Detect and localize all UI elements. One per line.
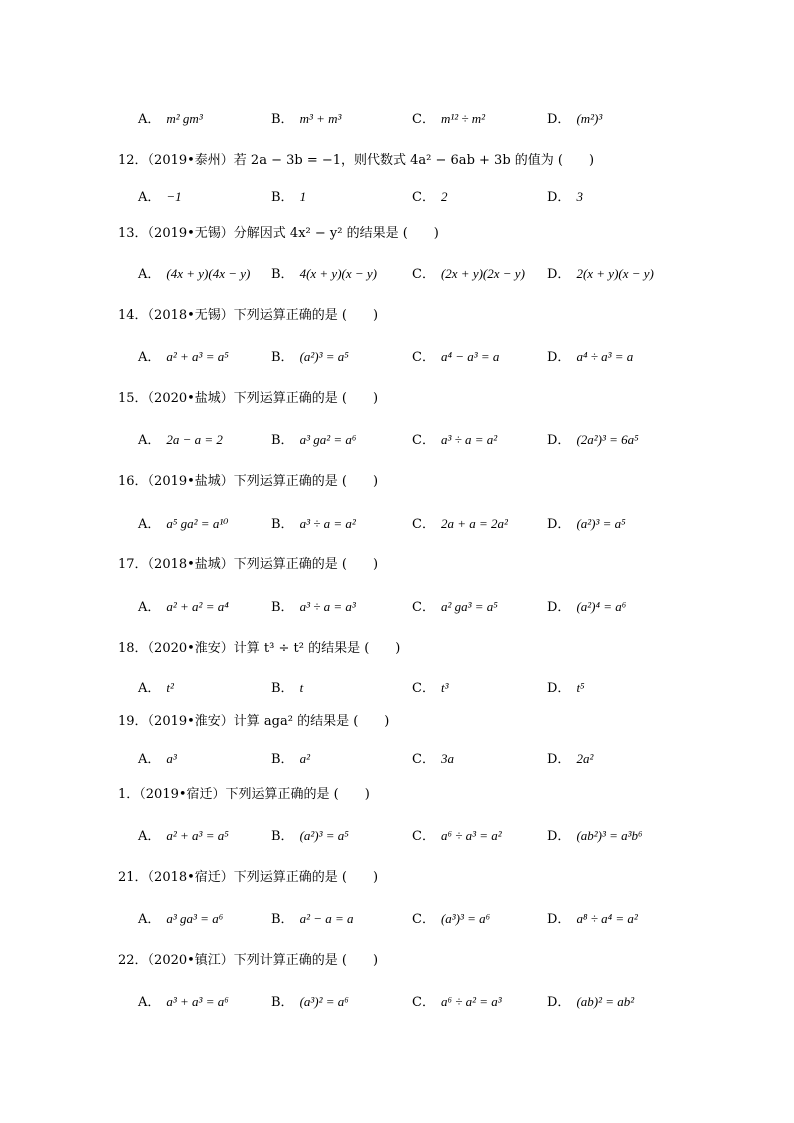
option-letter: D． (547, 752, 571, 767)
option-expression: a⁸ ÷ a⁴ = a² (576, 911, 638, 926)
option-expression: a⁶ ÷ a³ = a² (440, 828, 502, 843)
option-letter: C． (412, 433, 435, 448)
option-letter: A． (138, 190, 161, 205)
answer-option (412, 993, 502, 1012)
question-stem: 16．（2019•盐城）下列运算正确的是 ( ) (118, 474, 379, 489)
option-expression: 2a − a = 2 (166, 432, 223, 447)
option-letter: B． (271, 190, 294, 205)
option-expression: (a²)³ = a⁵ (576, 516, 626, 531)
answer-option (138, 110, 203, 129)
answer-option (271, 750, 310, 769)
option-letter: C． (412, 681, 435, 696)
option-expression: a³ ga² = a⁶ (299, 432, 357, 447)
option-letter: D． (547, 995, 571, 1010)
answer-option (412, 110, 485, 129)
option-expression: a² + a³ = a⁵ (166, 828, 229, 843)
option-letter: D． (547, 912, 571, 927)
option-expression: m³ + m³ (299, 111, 342, 126)
option-expression: (ab²)³ = a³b⁶ (576, 828, 643, 843)
option-letter: D． (547, 350, 571, 365)
option-expression: (a³)² = a⁶ (299, 994, 349, 1009)
answer-option (547, 750, 593, 769)
option-letter: B． (271, 681, 294, 696)
answer-option (547, 110, 602, 129)
option-expression: (a³)³ = a⁶ (440, 911, 491, 926)
option-expression: a² + a³ = a⁵ (166, 349, 229, 364)
answer-option (547, 188, 583, 207)
option-expression: (a²)³ = a⁵ (299, 828, 349, 843)
answer-option (271, 679, 303, 698)
answer-option (271, 110, 341, 129)
option-expression: t² (166, 680, 174, 695)
answer-option (412, 188, 447, 207)
answer-option (138, 348, 229, 367)
option-letter: A． (138, 350, 161, 365)
answer-option (138, 750, 177, 769)
option-expression: a⁶ ÷ a² = a³ (440, 994, 502, 1009)
option-letter: B． (271, 517, 294, 532)
option-letter: D． (547, 600, 571, 615)
answer-option (138, 679, 174, 698)
option-expression: (2a²)³ = 6a⁵ (576, 432, 639, 447)
option-letter: B． (271, 912, 294, 927)
option-expression: 1 (299, 189, 307, 204)
option-expression: a³ + a³ = a⁶ (166, 994, 229, 1009)
option-expression: t⁵ (576, 680, 585, 695)
option-expression: m¹² ÷ m² (440, 111, 486, 126)
option-letter: D． (547, 190, 571, 205)
option-expression: t (299, 680, 304, 695)
option-expression: a² (299, 751, 310, 766)
question-stem: 1．（2019•宿迁）下列运算正确的是 ( ) (118, 787, 370, 802)
option-expression: (m²)³ (576, 111, 603, 126)
option-letter: C． (412, 752, 435, 767)
option-expression: 3 (576, 189, 583, 204)
option-letter: A． (138, 912, 161, 927)
option-expression: a⁴ ÷ a³ = a (576, 349, 634, 364)
question-stem: 21．（2018•宿迁）下列运算正确的是 ( ) (118, 870, 379, 885)
option-expression: a² + a² = a⁴ (166, 599, 229, 614)
option-expression: 2(x + y)(x − y) (576, 266, 654, 281)
question-stem: 14．（2018•无锡）下列运算正确的是 ( ) (118, 308, 379, 323)
option-letter: B． (271, 350, 294, 365)
option-letter: A． (138, 600, 161, 615)
answer-option (138, 993, 229, 1012)
question-stem: 18．（2020•淮安）计算 t³ ÷ t² 的结果是 ( ) (118, 641, 401, 656)
answer-option (271, 431, 356, 450)
answer-option (412, 598, 498, 617)
option-letter: D． (547, 517, 571, 532)
option-letter: C． (412, 912, 435, 927)
option-letter: C． (412, 190, 435, 205)
option-letter: A． (138, 752, 161, 767)
option-letter: B． (271, 433, 294, 448)
option-letter: D． (547, 112, 571, 127)
option-letter: C． (412, 829, 435, 844)
answer-option (412, 750, 454, 769)
option-letter: B． (271, 752, 294, 767)
option-letter: D． (547, 267, 571, 282)
answer-option (138, 188, 182, 207)
option-expression: (a²)⁴ = a⁶ (576, 599, 627, 614)
option-letter: D． (547, 681, 571, 696)
option-letter: C． (412, 600, 435, 615)
answer-option (271, 188, 306, 207)
option-letter: A． (138, 433, 161, 448)
option-letter: A． (138, 267, 161, 282)
option-letter: C． (412, 350, 435, 365)
option-expression: (4x + y)(4x − y) (166, 266, 251, 281)
answer-option (138, 910, 223, 929)
option-letter: B． (271, 995, 294, 1010)
answer-option (547, 679, 585, 698)
answer-option (547, 515, 626, 534)
option-letter: A． (138, 112, 161, 127)
option-expression: (2x + y)(2x − y) (440, 266, 525, 281)
answer-option (271, 348, 349, 367)
question-stem: 22．（2020•镇江）下列计算正确的是 ( ) (118, 953, 379, 968)
answer-option (412, 910, 490, 929)
answer-option (138, 827, 229, 846)
question-stem: 15．（2020•盐城）下列运算正确的是 ( ) (118, 391, 379, 406)
answer-option (138, 431, 223, 450)
answer-option (412, 679, 448, 698)
option-expression: a³ ga³ = a⁶ (166, 911, 224, 926)
option-expression: a³ ÷ a = a³ (299, 599, 356, 614)
option-expression: a³ ÷ a = a² (299, 516, 356, 531)
answer-option (547, 431, 639, 450)
answer-option (138, 515, 228, 534)
option-letter: A． (138, 681, 161, 696)
answer-option (271, 993, 349, 1012)
option-letter: C． (412, 267, 435, 282)
option-expression: a² − a = a (299, 911, 354, 926)
option-letter: B． (271, 829, 294, 844)
option-letter: D． (547, 829, 571, 844)
option-expression: a² ga³ = a⁵ (440, 599, 498, 614)
answer-option (412, 265, 525, 284)
option-letter: D． (547, 433, 571, 448)
option-expression: a⁵ ga² = a¹⁰ (166, 516, 229, 531)
option-letter: B． (271, 600, 294, 615)
answer-option (412, 827, 502, 846)
option-expression: t³ (440, 680, 449, 695)
option-expression: (ab)² = ab² (576, 994, 635, 1009)
option-expression: (a²)³ = a⁵ (299, 349, 349, 364)
option-expression: a³ (166, 751, 177, 766)
answer-option (271, 598, 356, 617)
option-letter: A． (138, 829, 161, 844)
answer-option (547, 598, 626, 617)
option-expression: 2a² (576, 751, 594, 766)
option-letter: A． (138, 995, 161, 1010)
option-expression: m² gm³ (166, 111, 203, 126)
answer-option (271, 265, 377, 284)
question-stem: 17．（2018•盐城）下列运算正确的是 ( ) (118, 557, 379, 572)
answer-option (138, 598, 229, 617)
answer-option (271, 515, 356, 534)
answer-option (412, 515, 508, 534)
option-letter: C． (412, 995, 435, 1010)
option-letter: A． (138, 517, 161, 532)
option-expression: 2a + a = 2a² (440, 516, 508, 531)
answer-option (547, 910, 638, 929)
question-stem: 13．（2019•无锡）分解因式 4x² − y² 的结果是 ( ) (118, 226, 439, 241)
option-letter: B． (271, 267, 294, 282)
option-expression: 4(x + y)(x − y) (299, 266, 378, 281)
answer-option (547, 265, 654, 284)
option-expression: −1 (166, 189, 182, 204)
question-stem: 12．（2019•泰州）若 2a − 3b = −1，则代数式 4a² − 6ab + 3b 的值为 ( ) (118, 153, 595, 168)
option-expression: 3a (440, 751, 454, 766)
answer-option (547, 827, 643, 846)
answer-option (412, 431, 497, 450)
answer-option (547, 348, 633, 367)
option-letter: C． (412, 517, 435, 532)
answer-option (271, 910, 354, 929)
question-stem: 19．（2019•淮安）计算 aga² 的结果是 ( ) (118, 714, 390, 729)
option-letter: C． (412, 112, 435, 127)
answer-option (547, 993, 634, 1012)
option-letter: B． (271, 112, 294, 127)
option-expression: 2 (440, 189, 448, 204)
answer-option (412, 348, 499, 367)
answer-option (138, 265, 250, 284)
option-expression: a⁴ − a³ = a (440, 349, 500, 364)
answer-option (271, 827, 349, 846)
option-expression: a³ ÷ a = a² (440, 432, 498, 447)
